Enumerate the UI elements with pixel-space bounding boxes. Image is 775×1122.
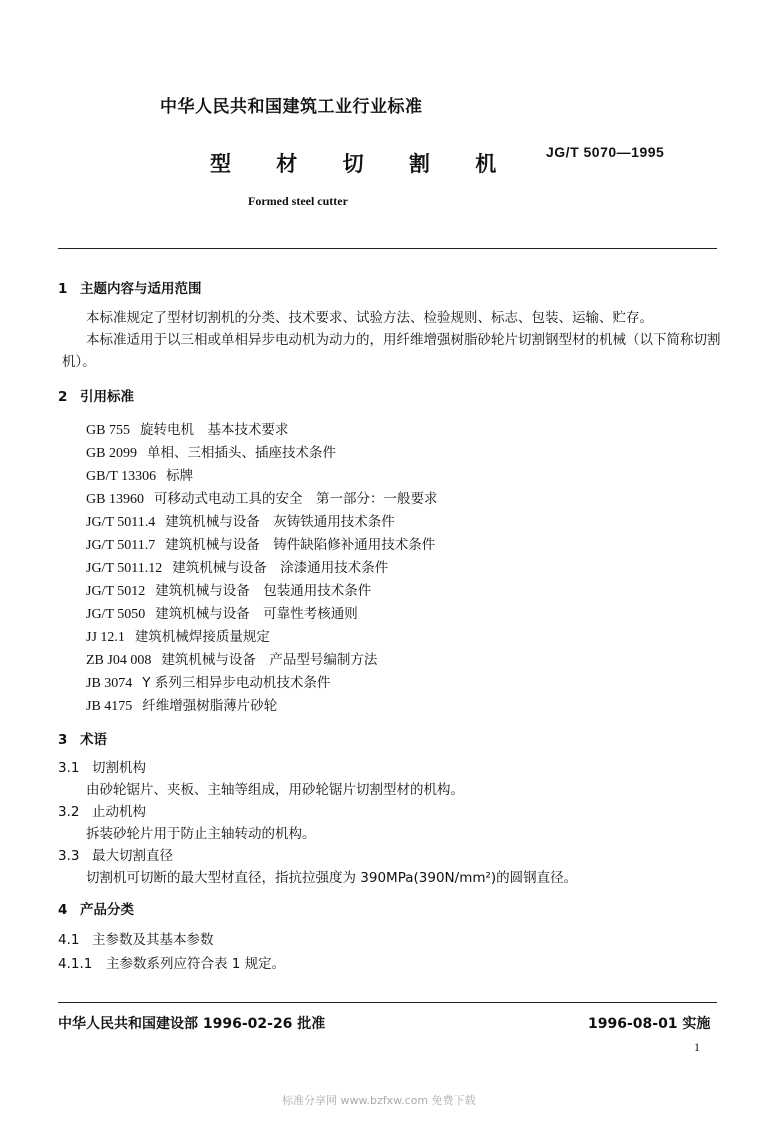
section-number: 1 bbox=[58, 281, 68, 297]
section-number: 2 bbox=[58, 389, 68, 405]
reference-item bbox=[86, 579, 371, 600]
section-title: 主题内容与适用范围 bbox=[80, 281, 202, 297]
reference-title: 纤维增强树脂薄片砂轮 bbox=[142, 698, 278, 714]
term-number: 3.2 bbox=[58, 804, 80, 820]
term-number: 3.1 bbox=[58, 760, 80, 776]
term-heading bbox=[58, 844, 173, 864]
issuing-authority: 中华人民共和国建筑工业行业标准 bbox=[160, 97, 423, 117]
reference-title: 可移动式电动工具的安全 第一部分：一般要求 bbox=[153, 491, 438, 507]
reference-code: JB 3074 bbox=[86, 676, 133, 691]
reference-code: JG/T 5011.7 bbox=[86, 538, 156, 553]
section-3-heading bbox=[58, 728, 107, 748]
reference-title: 建筑机械与设备 涂漆通用技术条件 bbox=[172, 560, 389, 576]
section-title: 产品分类 bbox=[80, 902, 134, 918]
reference-title: 建筑机械焊接质量规定 bbox=[134, 629, 270, 645]
reference-code: GB/T 13306 bbox=[86, 469, 157, 484]
subsection-title: 主参数系列应符合表 1 规定。 bbox=[106, 956, 286, 972]
reference-title: 建筑机械与设备 铸件缺陷修补通用技术条件 bbox=[165, 537, 436, 553]
subsection-heading bbox=[58, 928, 214, 948]
download-watermark: 标准分享网 www.bzfxw.com 免费下载 bbox=[282, 1094, 476, 1107]
reference-title: 旋转电机 基本技术要求 bbox=[139, 422, 289, 438]
reference-item bbox=[86, 464, 193, 485]
section-number: 4 bbox=[58, 902, 68, 918]
footer-divider bbox=[58, 1002, 717, 1003]
reference-code: JG/T 5011.4 bbox=[86, 515, 156, 530]
reference-title: 建筑机械与设备 可靠性考核通则 bbox=[155, 606, 358, 622]
subsection-title: 主参数及其基本参数 bbox=[92, 932, 214, 948]
term-heading bbox=[58, 800, 146, 820]
reference-title: Y 系列三相异步电动机技术条件 bbox=[142, 675, 331, 691]
header-divider bbox=[58, 248, 717, 249]
reference-item bbox=[86, 694, 277, 715]
reference-item bbox=[86, 556, 388, 577]
reference-item bbox=[86, 602, 358, 623]
document-title: 型 材 切 割 机 bbox=[210, 152, 516, 176]
section-title: 引用标准 bbox=[80, 389, 134, 405]
section-2-heading bbox=[58, 385, 134, 405]
subsection-number: 4.1 bbox=[58, 932, 80, 948]
section-1-paragraph-1: 本标准规定了型材切割机的分类、技术要求、试验方法、检验规则、标志、包装、运输、贮存。 bbox=[86, 310, 653, 326]
english-title: Formed steel cutter bbox=[248, 194, 348, 208]
reference-item bbox=[86, 533, 435, 554]
reference-item bbox=[86, 441, 336, 462]
reference-code: GB 755 bbox=[86, 423, 130, 438]
reference-item bbox=[86, 487, 437, 508]
reference-title: 建筑机械与设备 灰铸铁通用技术条件 bbox=[165, 514, 395, 530]
subsection-number: 4.1.1 bbox=[58, 956, 93, 972]
section-1-heading bbox=[58, 277, 202, 297]
section-4-heading bbox=[58, 898, 134, 918]
reference-code: JG/T 5012 bbox=[86, 584, 146, 599]
reference-code: JG/T 5050 bbox=[86, 607, 146, 622]
reference-item bbox=[86, 625, 270, 646]
term-number: 3.3 bbox=[58, 848, 80, 864]
reference-title: 建筑机械与设备 包装通用技术条件 bbox=[155, 583, 372, 599]
reference-item bbox=[86, 510, 395, 531]
term-heading bbox=[58, 756, 146, 776]
term-name: 止动机构 bbox=[92, 804, 146, 820]
implementation-date: 1996-08-01 实施 bbox=[588, 1016, 711, 1032]
reference-code: GB 13960 bbox=[86, 492, 144, 507]
reference-code: ZB J04 008 bbox=[86, 653, 152, 668]
reference-title: 建筑机械与设备 产品型号编制方法 bbox=[161, 652, 378, 668]
subsection-heading bbox=[58, 952, 285, 972]
reference-title: 标牌 bbox=[166, 468, 194, 484]
section-title: 术语 bbox=[80, 732, 107, 748]
term-name: 切割机构 bbox=[92, 760, 146, 776]
reference-code: GB 2099 bbox=[86, 446, 137, 461]
reference-item bbox=[86, 418, 288, 439]
reference-code: JJ 12.1 bbox=[86, 630, 125, 645]
term-definition: 切割机可切断的最大型材直径，指抗拉强度为 390MPa(390N/mm²)的圆钢直径。 bbox=[86, 870, 578, 886]
reference-title: 单相、三相插头、插座技术条件 bbox=[146, 445, 336, 461]
reference-item bbox=[86, 671, 330, 692]
reference-code: JB 4175 bbox=[86, 699, 133, 714]
standard-number: JG/T 5070—1995 bbox=[546, 144, 665, 160]
section-1-paragraph-2: 本标准适用于以三相或单相异步电动机为动力的，用纤维增强树脂砂轮片切割钢型材的机械（以下简称切割机）。 bbox=[62, 332, 721, 370]
page-number: 1 bbox=[694, 1040, 700, 1054]
term-name: 最大切割直径 bbox=[92, 848, 173, 864]
term-definition: 拆装砂轮片用于防止主轴转动的机构。 bbox=[86, 826, 316, 842]
approval-line: 中华人民共和国建设部 1996-02-26 批准 bbox=[58, 1016, 326, 1032]
term-definition: 由砂轮锯片、夹板、主轴等组成，用砂轮锯片切割型材的机构。 bbox=[86, 782, 464, 798]
reference-code: JG/T 5011.12 bbox=[86, 561, 163, 576]
reference-item bbox=[86, 648, 377, 669]
section-number: 3 bbox=[58, 732, 68, 748]
